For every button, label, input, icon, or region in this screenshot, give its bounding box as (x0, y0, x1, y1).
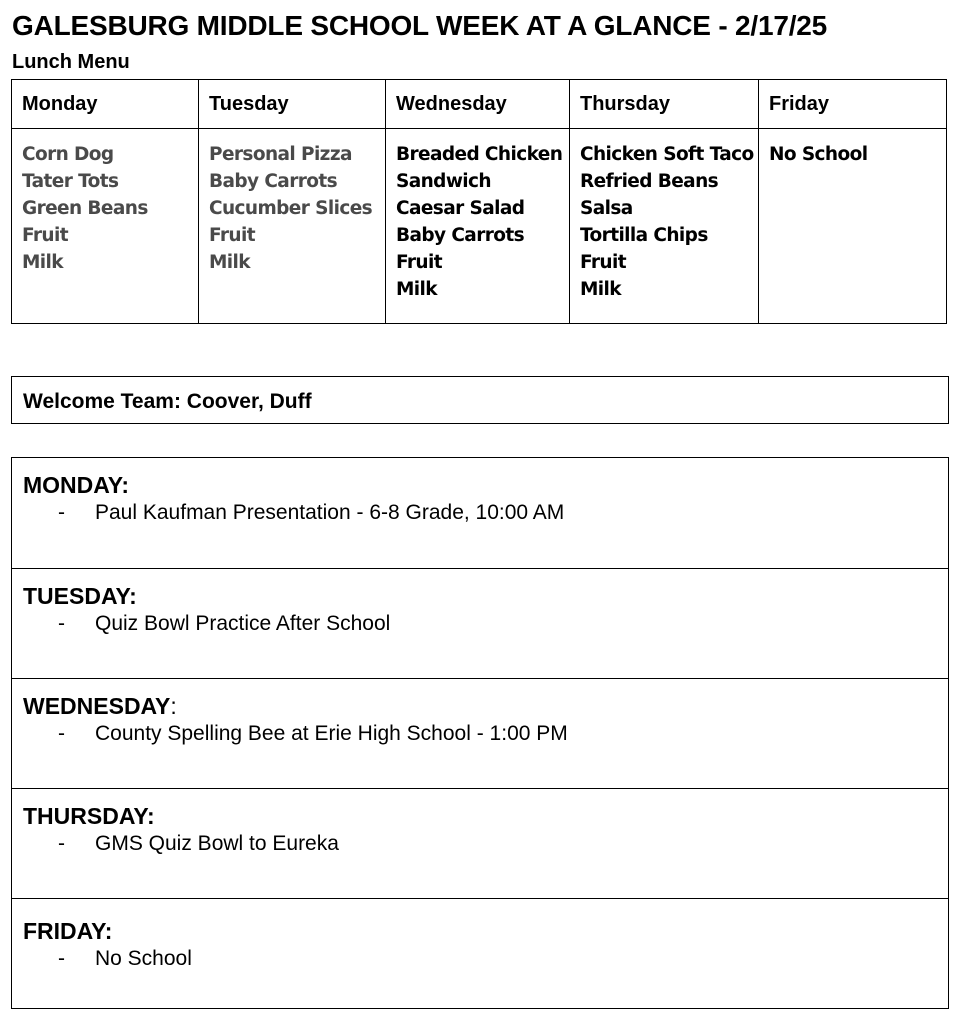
event-wednesday (12, 678, 948, 788)
bullet-dash: - (58, 501, 65, 524)
event-monday (12, 458, 948, 568)
menu-item: Tater Tots (22, 171, 119, 192)
lunch-header-row (12, 80, 947, 129)
event-item-text: Quiz Bowl Practice After School (95, 612, 391, 635)
menu-item: Fruit (209, 225, 255, 246)
welcome-team-text: Welcome Team: Coover, Duff (23, 390, 312, 413)
menu-item: Corn Dog (22, 144, 114, 165)
page-title: GALESBURG MIDDLE SCHOOL WEEK AT A GLANCE - 2/17/25 (12, 10, 828, 41)
event-day-heading: MONDAY: (23, 472, 130, 498)
event-item-text: Paul Kaufman Presentation - 6-8 Grade, 10:00 AM (95, 501, 565, 524)
event-day-heading-wrap (23, 692, 948, 720)
event-friday (12, 898, 948, 1008)
lunch-cell-friday (759, 129, 947, 324)
menu-item: Salsa (580, 198, 633, 219)
lunch-menu-heading: Lunch Menu (12, 51, 130, 73)
menu-item: Milk (580, 279, 621, 300)
event-item-text: County Spelling Bee at Erie High School - 1:00 PM (95, 722, 568, 745)
event-item (23, 830, 948, 858)
event-tuesday (12, 568, 948, 678)
bullet-dash: - (58, 722, 65, 745)
menu-item: Fruit (580, 252, 626, 273)
lunch-day-header: Monday (12, 80, 199, 129)
menu-item: Green Beans (22, 198, 148, 219)
menu-item: Caesar Salad (396, 198, 525, 219)
lunch-cell-wednesday (386, 129, 570, 324)
menu-item: Sandwich (396, 171, 491, 192)
bullet-dash: - (58, 832, 65, 855)
event-day-colon: : (170, 693, 177, 719)
event-item (23, 610, 948, 638)
lunch-items-row (12, 129, 947, 324)
event-day-heading: THURSDAY: (23, 803, 155, 829)
event-item-text: GMS Quiz Bowl to Eureka (95, 832, 339, 855)
menu-item: Tortilla Chips (580, 225, 708, 246)
menu-item: Baby Carrots (396, 225, 525, 246)
weekly-events (11, 457, 949, 1009)
event-day-heading: TUESDAY: (23, 583, 137, 609)
menu-item: Fruit (22, 225, 68, 246)
event-day-heading: WEDNESDAY (23, 693, 171, 719)
event-item (23, 945, 948, 973)
menu-item: Baby Carrots (209, 171, 338, 192)
menu-item: Refried Beans (580, 171, 719, 192)
bullet-dash: - (58, 612, 65, 635)
lunch-day-header: Friday (759, 80, 947, 129)
menu-item: Personal Pizza (209, 144, 352, 165)
bullet-dash: - (58, 947, 65, 970)
menu-item: Milk (396, 279, 437, 300)
menu-item: Cucumber Slices (209, 198, 373, 219)
menu-item: Fruit (396, 252, 442, 273)
lunch-menu-table (11, 79, 947, 324)
lunch-cell-monday (12, 129, 199, 324)
event-item (23, 720, 948, 748)
welcome-team-box (11, 376, 949, 424)
menu-item: Chicken Soft Taco (580, 144, 754, 165)
event-day-heading: FRIDAY: (23, 918, 113, 944)
event-item (23, 499, 948, 527)
menu-item: No School (769, 144, 868, 165)
lunch-day-header: Wednesday (386, 80, 570, 129)
menu-item: Milk (22, 252, 63, 273)
lunch-day-header: Tuesday (199, 80, 386, 129)
lunch-cell-tuesday (199, 129, 386, 324)
event-thursday (12, 788, 948, 898)
menu-item: Milk (209, 252, 250, 273)
event-item-text: No School (95, 947, 192, 970)
lunch-day-header: Thursday (570, 80, 759, 129)
menu-item: Breaded Chicken (396, 144, 563, 165)
lunch-cell-thursday (570, 129, 759, 324)
